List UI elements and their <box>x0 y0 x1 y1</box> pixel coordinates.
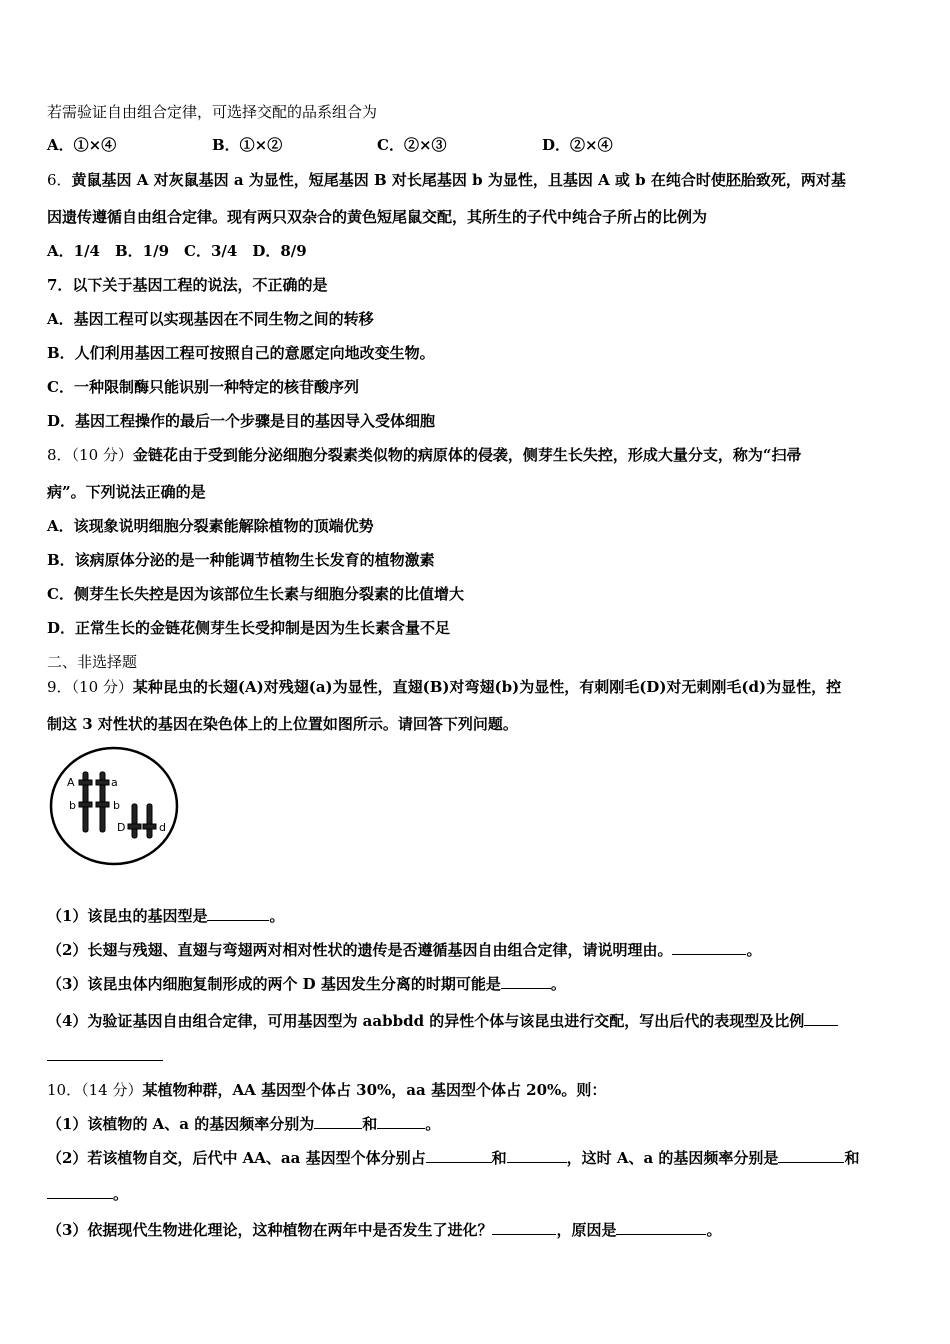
q8-option-d: D．正常生长的金链花侧芽生长受抑制是因为生长素含量不足 <box>47 619 451 637</box>
q5-option-d: D．②×④ <box>542 136 613 154</box>
q7-option-c: C．一种限制酶只能识别一种特定的核苷酸序列 <box>47 378 359 396</box>
q7-option-d: D．基因工程操作的最后一个步骤是目的基因导入受体细胞 <box>47 412 436 430</box>
q8-option-c: C．侧芽生长失控是因为该部位生长素与细胞分裂素的比值增大 <box>47 585 464 603</box>
q10-stem: 10．（14 分）某植物种群，AA 基因型个体占 30%，aa 基因型个体占 20%。则： <box>47 1081 607 1099</box>
label-d: d <box>159 821 166 834</box>
answer-blank[interactable] <box>804 1011 838 1026</box>
answer-blank[interactable] <box>778 1148 844 1163</box>
q9-sub1: （1）该昆虫的基因型是 。 <box>47 907 285 925</box>
q9-sub4-continuation <box>47 1046 163 1066</box>
label-D: D <box>117 821 126 834</box>
chromosome-2-left <box>132 804 137 838</box>
q9-sub3: （3）该昆虫体内细胞复制形成的两个 D 基因发生分离的时期可能是 。 <box>47 975 566 993</box>
section-heading: 二、非选择题 <box>47 653 138 671</box>
q9-sub4: （4）为验证基因自由组合定律，可用基因型为 aabbdd 的异性个体与该昆虫进行交配，写出后代的表现型及比例 <box>47 1011 838 1031</box>
locus-A <box>79 780 92 785</box>
q10-sub2: （2）若该植物自交，后代中 AA、aa 基因型个体分别占 和 ，这时 A、a 的基因频率分别是 和 <box>47 1149 860 1167</box>
q5-options <box>47 135 847 155</box>
label-a: a <box>111 776 118 789</box>
answer-blank[interactable] <box>492 1220 556 1235</box>
q9-line2: 制这 3 对性状的基因在染色体上的上位置如图所示。请回答下列问题。 <box>47 715 518 733</box>
answer-blank[interactable] <box>314 1114 362 1129</box>
chromosome-figure <box>47 742 182 872</box>
q7-option-b: B．人们利用基因工程可按照自己的意愿定向地改变生物。 <box>47 344 435 362</box>
locus-b-left <box>79 802 92 807</box>
q5-stem-tail: 若需验证自由组合定律，可选择交配的品系组合为 <box>47 103 378 121</box>
q6-options: A．1/4 B．1/9 C．3/4 D．8/9 <box>47 242 307 260</box>
q10-sub2-continuation: 。 <box>47 1184 128 1204</box>
answer-blank[interactable] <box>426 1148 492 1163</box>
answer-blank[interactable] <box>207 906 269 921</box>
answer-blank[interactable] <box>616 1220 706 1235</box>
answer-blank[interactable] <box>507 1148 567 1163</box>
locus-D <box>128 824 141 829</box>
q6-line2: 因遗传遵循自由组合定律。现有两只双杂合的黄色短尾鼠交配，其所生的子代中纯合子所占的比例为 <box>47 208 708 226</box>
label-b-left: b <box>69 799 76 812</box>
q6-line1: 6．黄鼠基因 A 对灰鼠基因 a 为显性，短尾基因 B 对长尾基因 b 为显性，且基因 A 或 b 在纯合时使胚胎致死，两对基 <box>47 171 846 189</box>
locus-a <box>96 780 109 785</box>
label-b-right: b <box>113 799 120 812</box>
answer-blank[interactable] <box>47 1184 113 1199</box>
q7-option-a: A．基因工程可以实现基因在不同生物之间的转移 <box>47 310 374 328</box>
answer-blank[interactable] <box>501 974 551 989</box>
answer-blank[interactable] <box>47 1046 163 1061</box>
q8-line2: 病”。下列说法正确的是 <box>47 483 206 501</box>
q5-option-b: B．①×② <box>212 136 283 154</box>
locus-d <box>143 824 156 829</box>
q8-line1: 8．（10 分）金链花由于受到能分泌细胞分裂素类似物的病原体的侵袭，侧芽生长失控，形成大量分支，称为“扫帚 <box>47 446 802 464</box>
q10-sub1: （1）该植物的 A、a 的基因频率分别为 和 。 <box>47 1115 441 1133</box>
answer-blank[interactable] <box>672 940 746 955</box>
q9-sub2: （2）长翅与残翅、直翅与弯翅两对相对性状的遗传是否遵循基因自由组合定律，请说明理由。 。 <box>47 941 762 959</box>
q9-line1: 9．（10 分）某种昆虫的长翅(A)对残翅(a)为显性，直翅(B)对弯翅(b)为显性，有刺刚毛(D)对无刺刚毛(d)为显性，控 <box>47 678 842 696</box>
q5-option-c: C．②×③ <box>377 136 447 154</box>
answer-blank[interactable] <box>377 1114 425 1129</box>
q7-stem: 7．以下关于基因工程的说法，不正确的是 <box>47 276 328 294</box>
q5-option-a: A．①×④ <box>47 136 117 154</box>
chromosome-2-right <box>147 804 152 838</box>
locus-b-right <box>96 802 109 807</box>
q8-option-a: A．该现象说明细胞分裂素能解除植物的顶端优势 <box>47 517 374 535</box>
q8-option-b: B．该病原体分泌的是一种能调节植物生长发育的植物激素 <box>47 551 435 569</box>
q10-sub3: （3）依据现代生物进化理论，这种植物在两年中是否发生了进化？ ，原因是 。 <box>47 1221 722 1239</box>
label-A: A <box>67 776 75 789</box>
